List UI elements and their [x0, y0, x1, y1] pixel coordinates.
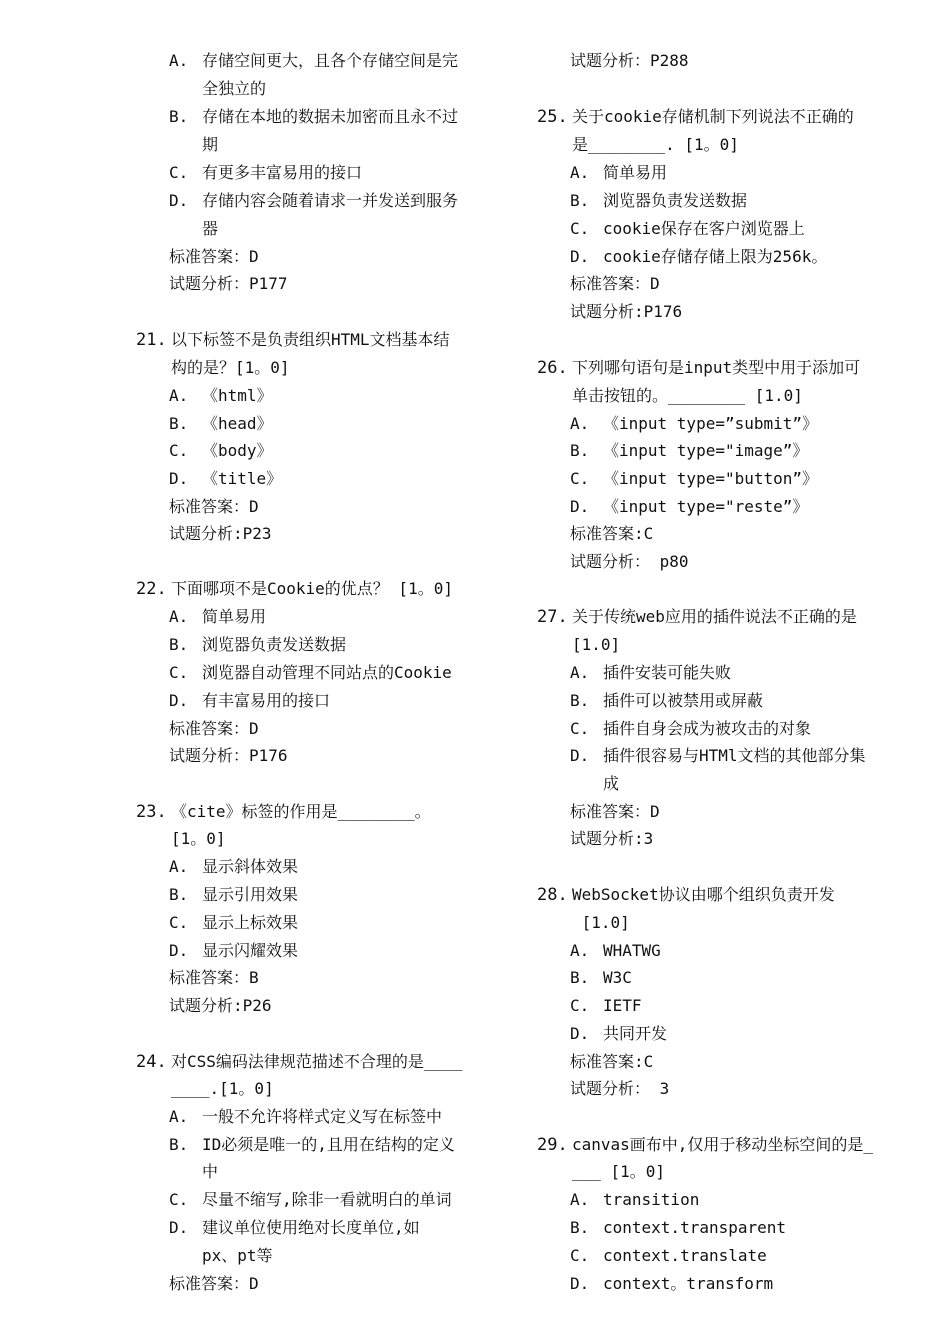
option-letter: A. [169, 51, 189, 70]
option-text: 有丰富易用的接口 [202, 691, 331, 710]
standard-answer: 标准答案：D [169, 719, 259, 738]
option-text: 存储在本地的数据未加密而且永不过 [202, 107, 459, 126]
question-number: 27. [537, 607, 568, 627]
question-text: 下面哪项不是Cookie的优点？ [1。0] [171, 579, 453, 598]
option-text: 器 [202, 219, 219, 238]
option-letter: C. [169, 441, 189, 460]
question-text: [1.0] [572, 913, 630, 932]
question-text: canvas画布中,仅用于移动坐标空间的是_ [572, 1135, 874, 1154]
option-letter: B. [570, 191, 590, 210]
option-letter: B. [169, 635, 189, 654]
option-text: 显示上标效果 [202, 913, 299, 932]
option-letter: B. [570, 1218, 590, 1237]
question-text: 关于传统web应用的插件说法不正确的是 [572, 607, 857, 626]
option-letter: B. [570, 691, 590, 710]
option-text: 存储内容会随着请求一并发送到服务 [202, 191, 459, 210]
option-letter: D. [570, 247, 590, 266]
option-letter: A. [169, 1107, 189, 1126]
option-text: 共同开发 [603, 1024, 668, 1043]
option-letter: C. [570, 469, 590, 488]
question-number: 26. [537, 358, 568, 378]
question-text: [1。0] [171, 829, 226, 848]
option-letter: B. [169, 1135, 189, 1154]
option-text: 显示闪耀效果 [202, 941, 299, 960]
question-analysis: 试题分析:P23 [169, 524, 272, 543]
option-letter: A. [570, 663, 590, 682]
option-letter: C. [169, 1190, 189, 1209]
question-text: 以下标签不是负责组织HTML文档基本结 [171, 330, 450, 349]
option-letter: A. [169, 607, 189, 626]
option-letter: D. [169, 691, 189, 710]
option-text: 浏览器自动管理不同站点的Cookie [202, 663, 452, 682]
option-text: 一般不允许将样式定义写在标签中 [202, 1107, 443, 1126]
standard-answer: 标准答案：B [169, 968, 259, 987]
option-letter: C. [570, 996, 590, 1015]
option-text: 中 [202, 1162, 219, 1181]
question-text: ____.[1。0] [171, 1079, 274, 1098]
question-number: 24. [136, 1052, 167, 1072]
option-text: 《input type="reste”》 [603, 497, 809, 516]
question-text: 下列哪句语句是input类型中用于添加可 [572, 358, 861, 377]
question-analysis: 试题分析:3 [570, 829, 654, 848]
question-analysis: 试题分析:P176 [570, 302, 683, 321]
option-text: 存储空间更大，且各个存储空间是完 [202, 51, 459, 70]
option-letter: C. [169, 663, 189, 682]
option-letter: C. [570, 219, 590, 238]
option-letter: A. [169, 857, 189, 876]
option-text: W3C [603, 968, 632, 987]
option-text: WHATWG [603, 941, 661, 960]
option-letter: D. [169, 941, 189, 960]
option-letter: A. [570, 414, 590, 433]
standard-answer: 标准答案:C [570, 524, 654, 543]
option-letter: C. [570, 719, 590, 738]
question-text: 构的是？[1。0] [171, 358, 290, 377]
question-number: 22. [136, 579, 167, 599]
option-text: 全独立的 [202, 79, 267, 98]
standard-answer: 标准答案：D [169, 497, 259, 516]
option-text: 插件安装可能失败 [603, 663, 732, 682]
option-letter: D. [570, 746, 590, 765]
standard-answer: 标准答案:C [570, 1052, 654, 1071]
question-number: 23. [136, 802, 167, 822]
option-text: 显示斜体效果 [202, 857, 299, 876]
option-text: 《body》 [202, 441, 273, 460]
option-letter: A. [169, 386, 189, 405]
option-letter: A. [570, 163, 590, 182]
standard-answer: 标准答案：D [169, 247, 259, 266]
option-letter: B. [570, 968, 590, 987]
option-letter: D. [169, 1218, 189, 1237]
option-letter: C. [169, 163, 189, 182]
question-number: 21. [136, 330, 167, 350]
question-analysis: 试题分析：P177 [169, 274, 288, 293]
option-text: 简单易用 [202, 607, 267, 626]
option-text: 《input type="button”》 [603, 469, 819, 488]
option-text: 建议单位使用绝对长度单位,如 [202, 1218, 420, 1237]
option-text: 浏览器负责发送数据 [603, 191, 748, 210]
option-letter: D. [169, 469, 189, 488]
question-text: [1.0] [572, 635, 621, 654]
option-letter: B. [169, 107, 189, 126]
option-text: 插件自身会成为被攻击的对象 [603, 719, 812, 738]
option-text: context。transform [603, 1274, 774, 1293]
standard-answer: 标准答案：D [169, 1274, 259, 1293]
question-text: 是________. [1。0] [572, 135, 739, 154]
option-letter: C. [570, 1246, 590, 1265]
question-analysis: 试题分析:P26 [169, 996, 272, 1015]
question-analysis: 试题分析： 3 [570, 1079, 670, 1098]
question-number: 28. [537, 885, 568, 905]
option-text: cookie保存在客户浏览器上 [603, 219, 805, 238]
option-text: 浏览器负责发送数据 [202, 635, 347, 654]
option-text: 尽量不缩写,除非一看就明白的单词 [202, 1190, 452, 1209]
option-text: IETF [603, 996, 642, 1015]
option-text: 《title》 [202, 469, 283, 488]
option-text: 插件可以被禁用或屏蔽 [603, 691, 764, 710]
option-letter: B. [169, 414, 189, 433]
question-analysis: 试题分析：P176 [169, 746, 288, 765]
question-text: 关于cookie存储机制下列说法不正确的 [572, 107, 854, 126]
option-text: 《input type="image”》 [603, 441, 809, 460]
option-letter: D. [570, 1274, 590, 1293]
question-text: 对CSS编码法律规范描述不合理的是____ [171, 1052, 463, 1071]
option-text: ID必须是唯一的,且用在结构的定义 [202, 1135, 455, 1154]
option-letter: C. [169, 913, 189, 932]
option-text: 简单易用 [603, 163, 668, 182]
standard-answer: 标准答案：D [570, 802, 660, 821]
question-analysis: 试题分析： p80 [570, 552, 689, 571]
option-text: context.transparent [603, 1218, 787, 1237]
question-analysis: 试题分析：P288 [570, 51, 689, 70]
question-text: WebSocket协议由哪个组织负责开发 [572, 885, 835, 904]
question-text: 单击按钮的。________ [1.0] [572, 386, 803, 405]
option-text: px、pt等 [202, 1246, 273, 1265]
option-text: cookie存储存储上限为256k。 [603, 247, 828, 266]
option-letter: D. [570, 1024, 590, 1043]
question-text: 《cite》标签的作用是________。 [171, 802, 431, 821]
option-letter: A. [570, 1190, 590, 1209]
question-text: ___ [1。0] [572, 1162, 666, 1181]
option-text: 显示引用效果 [202, 885, 299, 904]
question-number: 29. [537, 1135, 568, 1155]
option-text: context.translate [603, 1246, 767, 1265]
option-text: 《html》 [202, 386, 273, 405]
option-text: 有更多丰富易用的接口 [202, 163, 363, 182]
option-letter: A. [570, 941, 590, 960]
option-text: 《head》 [202, 414, 273, 433]
standard-answer: 标准答案：D [570, 274, 660, 293]
option-letter: D. [570, 497, 590, 516]
option-letter: B. [570, 441, 590, 460]
option-text: 成 [603, 774, 620, 793]
option-text: 期 [202, 135, 219, 154]
option-letter: D. [169, 191, 189, 210]
option-text: 《input type=”submit”》 [603, 414, 819, 433]
option-text: transition [603, 1190, 700, 1209]
option-letter: B. [169, 885, 189, 904]
option-text: 插件很容易与HTMl文档的其他部分集 [603, 746, 866, 765]
question-number: 25. [537, 107, 568, 127]
